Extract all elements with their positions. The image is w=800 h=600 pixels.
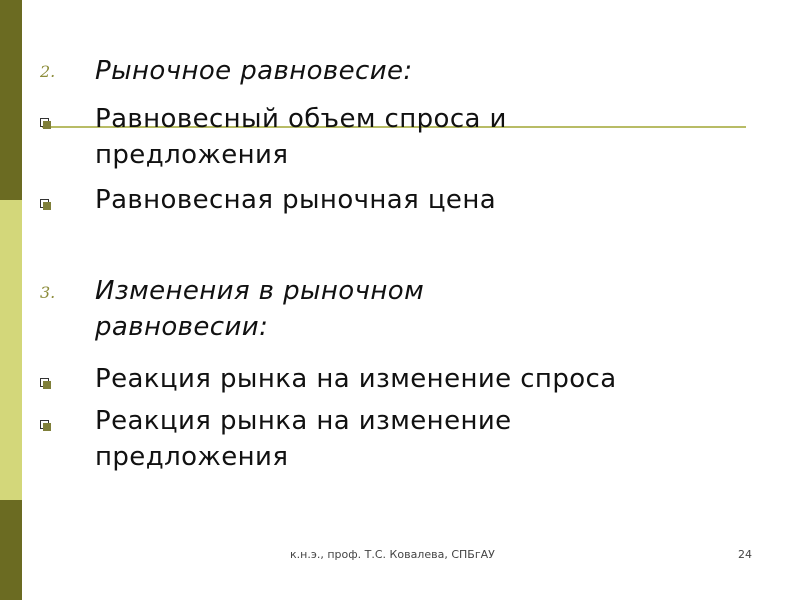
square-bullet-icon — [40, 420, 49, 429]
left-accent-bar — [0, 0, 22, 600]
list-item-line: Равновесный объем спроса и — [95, 104, 507, 134]
list-number: 2. — [40, 62, 56, 81]
heading-text: равновесии: — [95, 312, 269, 342]
accent-bar-segment — [0, 400, 22, 500]
footer-author: к.н.э., проф. Т.С. Ковалева, СПБгАУ — [290, 548, 495, 561]
square-bullet-icon — [40, 199, 49, 208]
heading-text: Изменения в рыночном — [95, 276, 425, 306]
list-item-line: предложения — [95, 140, 289, 170]
square-bullet-icon — [40, 378, 49, 387]
list-item-line: предложения — [95, 442, 289, 472]
accent-bar-segment — [0, 300, 22, 400]
list-number: 3. — [40, 283, 56, 302]
accent-bar-segment — [0, 500, 22, 600]
slide-number: 24 — [738, 548, 752, 561]
list-item-line: Реакция рынка на изменение спроса — [95, 364, 617, 394]
list-item-line: Реакция рынка на изменение — [95, 406, 512, 436]
accent-bar-segment — [0, 200, 22, 300]
list-item-line: Равновесная рыночная цена — [95, 185, 497, 215]
accent-bar-segment — [0, 100, 22, 200]
square-bullet-icon — [40, 118, 49, 127]
heading-text: Рыночное равновесие: — [95, 56, 413, 86]
accent-bar-segment — [0, 0, 22, 100]
